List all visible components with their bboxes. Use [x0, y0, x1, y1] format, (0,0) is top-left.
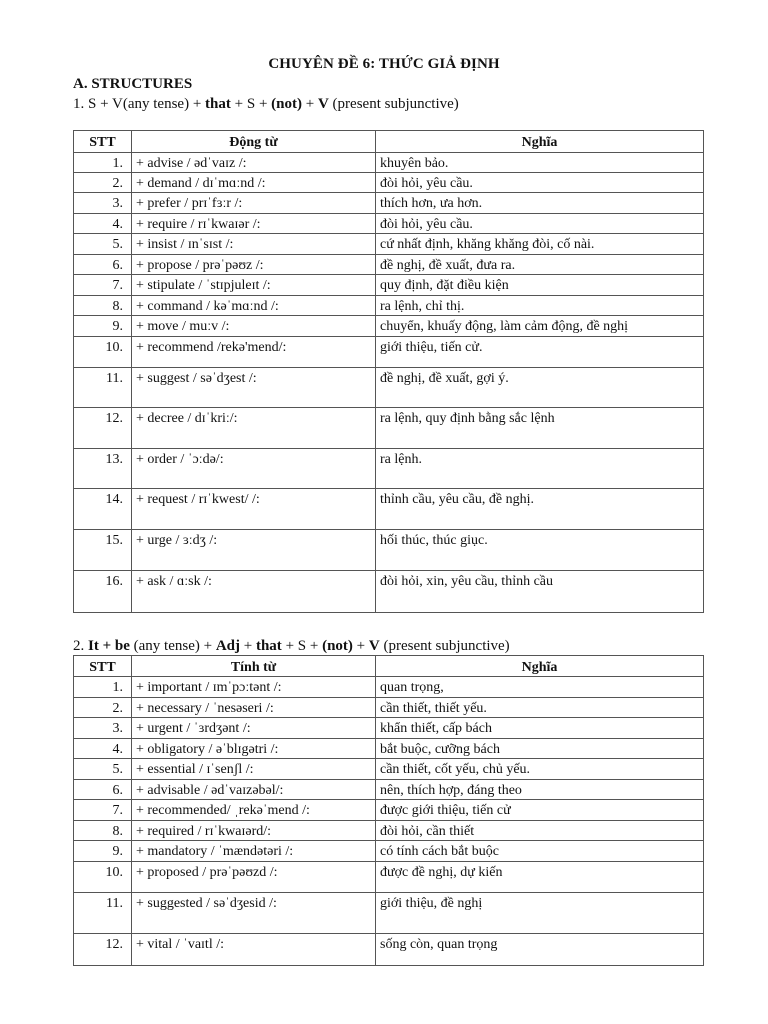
row-word: + recommended/ ˌrekəˈmend /:: [132, 800, 376, 821]
formula-keyword: It + be: [88, 638, 130, 654]
row-number: 12.: [74, 934, 132, 966]
row-meaning: khuyên bảo.: [376, 153, 704, 173]
row-meaning: cần thiết, cốt yếu, chủ yếu.: [376, 759, 704, 780]
table-row: [74, 173, 704, 193]
table-row: [74, 408, 704, 449]
row-meaning: cần thiết, thiết yếu.: [376, 698, 704, 718]
row-meaning: cứ nhất định, khăng khăng đòi, cố nài.: [376, 234, 704, 255]
formula-keyword: (not): [271, 96, 302, 112]
formula-keyword: that: [255, 638, 282, 654]
header-word: Tính từ: [132, 656, 376, 677]
row-word: + required / rɪˈkwaɪərd/:: [132, 821, 376, 841]
verb-table: [73, 130, 704, 613]
row-number: 13.: [74, 449, 132, 489]
row-word: + mandatory / ˈmændətəri /:: [132, 841, 376, 862]
header-stt: STT: [74, 656, 132, 677]
row-meaning: chuyển, khuấy động, làm cảm động, đề nghị: [376, 316, 704, 337]
header-stt: STT: [74, 131, 132, 153]
row-number: 7.: [74, 800, 132, 821]
row-meaning: ra lệnh.: [376, 449, 704, 489]
formula-keyword: V: [368, 638, 380, 654]
table-row: [74, 449, 704, 489]
row-word: + require / rɪˈkwaɪər /:: [132, 214, 376, 234]
row-meaning: quy định, đặt điều kiện: [376, 275, 704, 296]
row-meaning: đề nghị, đề xuất, đưa ra.: [376, 255, 704, 275]
table-row: [74, 677, 704, 698]
document-title: CHUYÊN ĐỀ 6: THỨC GIẢ ĐỊNH: [268, 56, 500, 72]
row-word: + move / muːv /:: [132, 316, 376, 337]
formula-text: (present subjunctive): [379, 638, 510, 654]
row-word: + necessary / ˈnesəseri /:: [132, 698, 376, 718]
row-number: 6.: [74, 780, 132, 800]
row-word: + obligatory / əˈblɪgətri /:: [132, 739, 376, 759]
row-number: 8.: [74, 296, 132, 316]
table-row: [74, 193, 704, 214]
row-word: + recommend /rekə'mend/:: [132, 337, 376, 368]
formula-text: +: [240, 638, 256, 654]
table-row: [74, 153, 704, 173]
row-meaning: hối thúc, thúc giục.: [376, 530, 704, 571]
row-meaning: giới thiệu, đề nghị: [376, 893, 704, 934]
table-row: [74, 893, 704, 934]
row-meaning: đòi hỏi, yêu cầu.: [376, 173, 704, 193]
row-meaning: ra lệnh, quy định bằng sắc lệnh: [376, 408, 704, 449]
row-number: 15.: [74, 530, 132, 571]
row-meaning: đòi hỏi, yêu cầu.: [376, 214, 704, 234]
row-number: 14.: [74, 489, 132, 530]
row-word: + command / kəˈmɑːnd /:: [132, 296, 376, 316]
row-number: 12.: [74, 408, 132, 449]
formula-keyword: that: [205, 96, 231, 112]
row-number: 10.: [74, 337, 132, 368]
table-row: [74, 934, 704, 966]
table-row: [74, 368, 704, 408]
row-word: + insist / ɪnˈsɪst /:: [132, 234, 376, 255]
table-row: [74, 759, 704, 780]
table-row: [74, 698, 704, 718]
structure-formula-2: [73, 638, 510, 655]
formula-keyword: (not): [322, 638, 353, 654]
row-word: + urge / ɜːdʒ /:: [132, 530, 376, 571]
row-number: 16.: [74, 571, 132, 613]
header-meaning: Nghĩa: [376, 656, 704, 677]
table-row: [74, 862, 704, 893]
row-number: 9.: [74, 316, 132, 337]
row-meaning: thích hơn, ưa hơn.: [376, 193, 704, 214]
row-word: + prefer / prɪˈfɜːr /:: [132, 193, 376, 214]
row-word: + propose / prəˈpəʊz /:: [132, 255, 376, 275]
formula-text: 2.: [73, 638, 88, 654]
row-number: 4.: [74, 214, 132, 234]
formula-text: +: [301, 96, 318, 112]
structure-formula-1: [73, 96, 459, 113]
row-number: 3.: [74, 718, 132, 739]
row-meaning: đòi hỏi, cần thiết: [376, 821, 704, 841]
table-row: [74, 739, 704, 759]
row-word: + ask / ɑːsk /:: [132, 571, 376, 613]
adjective-table: [73, 655, 704, 966]
table-header-row: [74, 656, 704, 677]
table-row: [74, 255, 704, 275]
row-word: + order / ˈɔːdə/:: [132, 449, 376, 489]
section-heading: A. STRUCTURES: [73, 76, 193, 92]
row-number: 10.: [74, 862, 132, 893]
row-meaning: được đề nghị, dự kiến: [376, 862, 704, 893]
table-row: [74, 571, 704, 613]
row-number: 1.: [74, 153, 132, 173]
row-word: + advisable / ədˈvaɪzəbəl/:: [132, 780, 376, 800]
row-meaning: đòi hỏi, xin, yêu cầu, thỉnh cầu: [376, 571, 704, 613]
row-word: + proposed / prəˈpəʊzd /:: [132, 862, 376, 893]
row-word: + stipulate / ˈstɪpjuleɪt /:: [132, 275, 376, 296]
table-row: [74, 780, 704, 800]
formula-text: +: [352, 638, 369, 654]
table-row: [74, 489, 704, 530]
row-number: 3.: [74, 193, 132, 214]
row-number: 2.: [74, 173, 132, 193]
row-meaning: giới thiệu, tiến cử.: [376, 337, 704, 368]
table-row: [74, 296, 704, 316]
row-number: 11.: [74, 368, 132, 408]
formula-text: (present subjunctive): [328, 96, 459, 112]
row-number: 6.: [74, 255, 132, 275]
table-row: [74, 316, 704, 337]
row-number: 4.: [74, 739, 132, 759]
row-meaning: khẩn thiết, cấp bách: [376, 718, 704, 739]
table-row: [74, 841, 704, 862]
row-number: 7.: [74, 275, 132, 296]
header-meaning: Nghĩa: [376, 131, 704, 153]
table-row: [74, 530, 704, 571]
formula-keyword: V: [317, 96, 329, 112]
row-word: + suggested / səˈdʒesid /:: [132, 893, 376, 934]
row-number: 9.: [74, 841, 132, 862]
row-meaning: nên, thích hợp, đáng theo: [376, 780, 704, 800]
formula-text: (any tense) +: [129, 638, 216, 654]
formula-text: + S +: [281, 638, 323, 654]
formula-keyword: Adj: [215, 638, 240, 654]
row-word: + essential / ɪˈsenʃl /:: [132, 759, 376, 780]
row-word: + important / ɪmˈpɔːtənt /:: [132, 677, 376, 698]
row-meaning: thỉnh cầu, yêu cầu, đề nghị.: [376, 489, 704, 530]
row-word: + advise / ədˈvaɪz /:: [132, 153, 376, 173]
header-word: Động từ: [132, 131, 376, 153]
row-number: 5.: [74, 234, 132, 255]
row-word: + demand / dɪˈmɑːnd /:: [132, 173, 376, 193]
row-meaning: được giới thiệu, tiến cử: [376, 800, 704, 821]
table-row: [74, 337, 704, 368]
formula-text: 1. S + V(any tense) +: [73, 96, 206, 112]
row-word: + decree / dɪˈkriː/:: [132, 408, 376, 449]
table-row: [74, 214, 704, 234]
table-row: [74, 234, 704, 255]
row-word: + urgent / ˈɜrdʒənt /:: [132, 718, 376, 739]
table-row: [74, 821, 704, 841]
table-row: [74, 275, 704, 296]
row-word: + request / rɪˈkwest/ /:: [132, 489, 376, 530]
row-number: 8.: [74, 821, 132, 841]
row-word: + vital / ˈvaɪtl /:: [132, 934, 376, 966]
row-number: 2.: [74, 698, 132, 718]
formula-text: + S +: [230, 96, 272, 112]
row-number: 1.: [74, 677, 132, 698]
table-header-row: [74, 131, 704, 153]
row-number: 11.: [74, 893, 132, 934]
table-row: [74, 800, 704, 821]
row-word: + suggest / səˈdʒest /:: [132, 368, 376, 408]
row-meaning: đề nghị, đề xuất, gợi ý.: [376, 368, 704, 408]
row-meaning: bắt buộc, cưỡng bách: [376, 739, 704, 759]
row-number: 5.: [74, 759, 132, 780]
row-meaning: sống còn, quan trọng: [376, 934, 704, 966]
row-meaning: quan trọng,: [376, 677, 704, 698]
row-meaning: có tính cách bắt buộc: [376, 841, 704, 862]
row-meaning: ra lệnh, chỉ thị.: [376, 296, 704, 316]
table-row: [74, 718, 704, 739]
